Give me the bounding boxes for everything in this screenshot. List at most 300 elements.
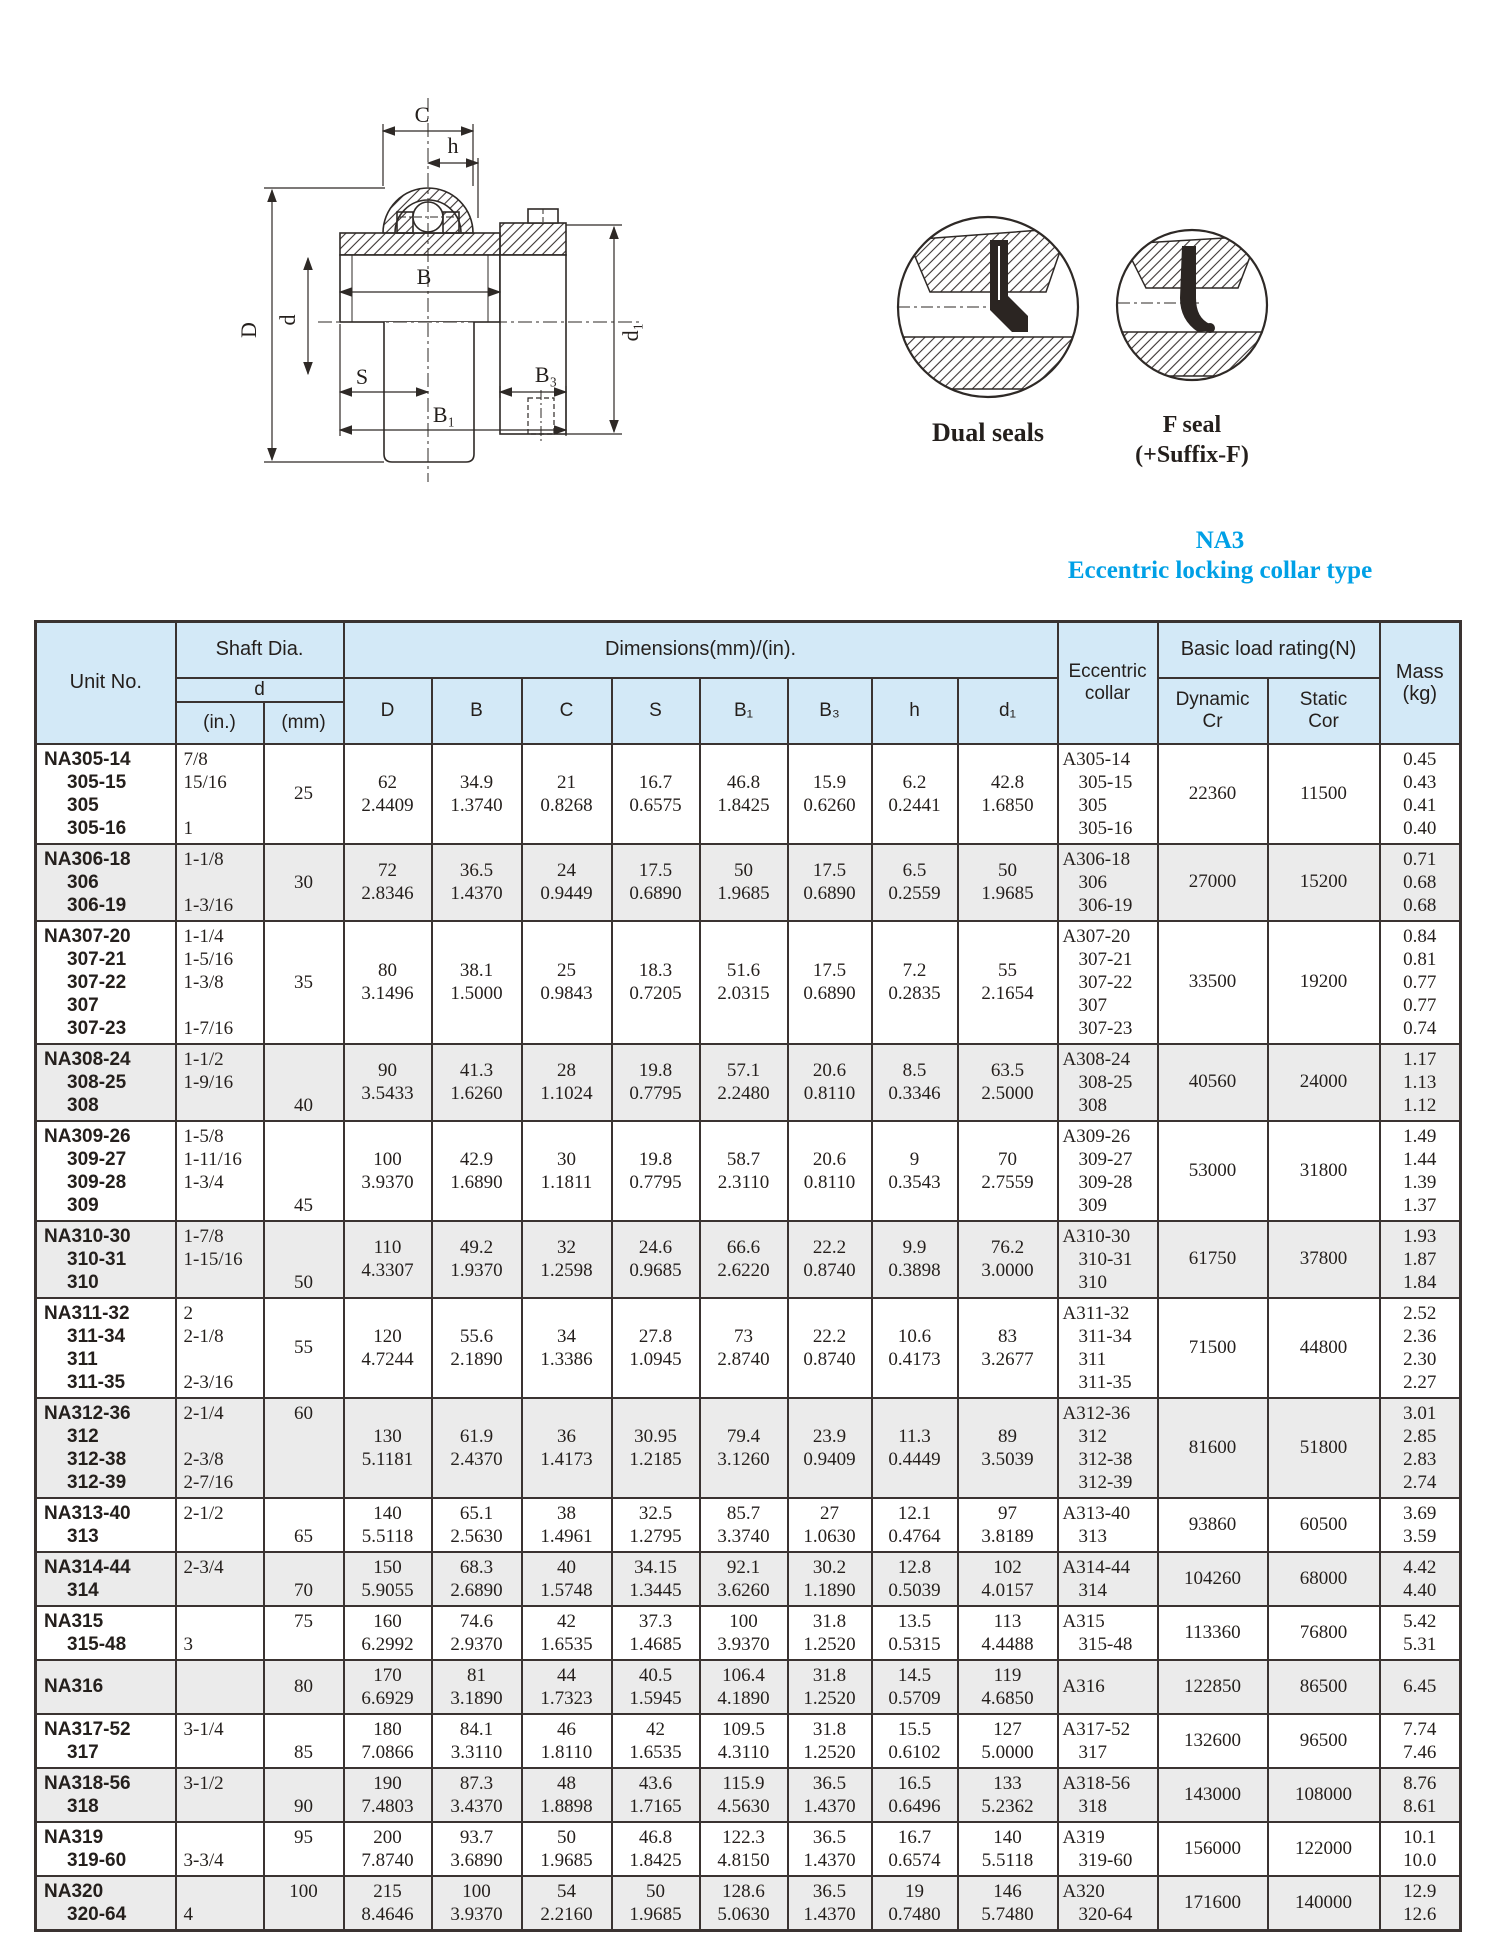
- mass-cell-line: 0.84: [1403, 925, 1437, 947]
- dim-cell-B: 41.3 1.6260: [432, 1044, 522, 1121]
- dim-cell-B3: 36.5 1.4370: [788, 1822, 872, 1876]
- unit-no-cell-line: 308: [67, 1094, 99, 1116]
- eccentric-collar-cell: [1058, 1822, 1158, 1876]
- dim-cell-B: 34.9 1.3740: [432, 744, 522, 844]
- dim-label-D: D: [236, 322, 261, 338]
- shaft-dia-in-cell-line: 1-15/16: [183, 1248, 243, 1270]
- shaft-dia-mm-cell: 95: [264, 1822, 344, 1876]
- dim-cell-B: 42.9 1.6890: [432, 1121, 522, 1221]
- dim-cell-B1: 85.7 3.3740: [700, 1498, 788, 1552]
- dim-cell-D: 215 8.4646: [344, 1876, 432, 1931]
- dim-cell-d1: 76.2 3.0000: [958, 1221, 1058, 1298]
- eccentric-collar-cell-line: A305-14: [1062, 748, 1131, 770]
- dim-cell-B1: 58.7 2.3110: [700, 1121, 788, 1221]
- unit-no-cell-line: 317: [67, 1741, 99, 1763]
- dynamic-cr-cell: 22360: [1158, 744, 1268, 844]
- dim-cell-h: 16.5 0.6496: [872, 1768, 958, 1822]
- series-name: NA3: [1195, 527, 1245, 554]
- shaft-dia-in-cell: [176, 1714, 264, 1768]
- unit-no-cell: [36, 744, 176, 844]
- mass-cell: [1380, 1221, 1461, 1298]
- col-header-mass: [1380, 622, 1461, 744]
- static-cor-cell: 51800: [1268, 1398, 1380, 1498]
- table-row: [36, 1221, 1461, 1298]
- unit-no-cell: [36, 1552, 176, 1606]
- eccentric-collar-cell-line: 309-28: [1078, 1171, 1133, 1193]
- mass-cell-line: 0.45: [1403, 748, 1437, 770]
- eccentric-collar-cell: [1058, 921, 1158, 1044]
- shaft-dia-in-cell-line: [177, 871, 263, 894]
- shaft-dia-in-cell-line: 1-7/8: [183, 1225, 224, 1247]
- static-cor-cell: 86500: [1268, 1660, 1380, 1714]
- mass-cell: [1380, 921, 1461, 1044]
- eccentric-collar-cell-line: A309-26: [1062, 1125, 1131, 1147]
- shaft-dia-mm-cell: 25: [264, 744, 344, 844]
- eccentric-collar-cell-line: 320-64: [1078, 1903, 1133, 1925]
- unit-no-cell-line: NA307-20: [44, 925, 131, 947]
- unit-no-cell-line: NA317-52: [44, 1718, 131, 1740]
- eccentric-collar-cell-line: A315: [1062, 1610, 1105, 1632]
- table-row: [36, 1714, 1461, 1768]
- eccentric-collar-cell-line: 311-34: [1078, 1325, 1132, 1347]
- eccentric-collar-cell-line: 305-16: [1078, 817, 1133, 839]
- eccentric-collar-cell-line: A319: [1062, 1826, 1105, 1848]
- shaft-dia-in-cell: [176, 1498, 264, 1552]
- mass-cell-line: 1.37: [1403, 1194, 1437, 1216]
- shaft-dia-in-cell-line: [177, 1675, 263, 1698]
- static-cor-cell: 60500: [1268, 1498, 1380, 1552]
- unit-no-cell-line: NA313-40: [44, 1502, 131, 1524]
- dim-cell-C: 32 1.2598: [522, 1221, 612, 1298]
- table-row: [36, 921, 1461, 1044]
- dim-cell-C: 38 1.4961: [522, 1498, 612, 1552]
- shaft-dia-in-cell-line: 1-1/8: [183, 848, 224, 870]
- main-bearing-section: [318, 98, 642, 482]
- eccentric-collar-cell-line: 312-39: [1078, 1471, 1133, 1493]
- col-header-static-cor: [1268, 678, 1380, 744]
- dim-cell-d1: 70 2.7559: [958, 1121, 1058, 1221]
- dim-cell-C: 28 1.1024: [522, 1044, 612, 1121]
- unit-no-cell-line: 311-35: [67, 1371, 126, 1393]
- unit-no-cell-line: NA312-36: [44, 1402, 131, 1424]
- dynamic-cr-cell: 156000: [1158, 1822, 1268, 1876]
- mass-cell-line: 1.93: [1403, 1225, 1437, 1247]
- dynamic-cr-cell: 40560: [1158, 1044, 1268, 1121]
- unit-no-cell-line: NA320: [44, 1880, 104, 1902]
- eccentric-collar-cell: [1058, 1044, 1158, 1121]
- mass-cell-line: 3.69: [1403, 1502, 1437, 1524]
- dim-cell-h: 6.2 0.2441: [872, 744, 958, 844]
- mass-cell-line: 10.0: [1403, 1849, 1437, 1871]
- unit-no-cell-line: 307-21: [67, 948, 127, 970]
- dim-cell-S: 34.15 1.3445: [612, 1552, 700, 1606]
- unit-no-cell-line: 307-23: [67, 1017, 127, 1039]
- dim-cell-D: 90 3.5433: [344, 1044, 432, 1121]
- dynamic-cr-cell: 143000: [1158, 1768, 1268, 1822]
- dim-cell-d1: 63.5 2.5000: [958, 1044, 1058, 1121]
- unit-no-cell-line: 312-39: [67, 1471, 127, 1493]
- shaft-dia-in-cell: [176, 1221, 264, 1298]
- mass-cell-line: 4.42: [1403, 1556, 1437, 1578]
- static-cor-cell: 15200: [1268, 844, 1380, 921]
- shaft-dia-in-cell: [176, 1044, 264, 1121]
- shaft-dia-mm-cell: 40: [264, 1044, 344, 1121]
- unit-no-cell: [36, 1121, 176, 1221]
- static-label-line1: Static: [1299, 688, 1348, 710]
- static-cor-cell: 68000: [1268, 1552, 1380, 1606]
- dim-cell-B1: 57.1 2.2480: [700, 1044, 788, 1121]
- mass-cell: [1380, 844, 1461, 921]
- dim-cell-S: 40.5 1.5945: [612, 1660, 700, 1714]
- dim-cell-d1: 89 3.5039: [958, 1398, 1058, 1498]
- shaft-dia-in-cell-line: 1-3/4: [183, 1171, 224, 1193]
- dim-cell-d1: 146 5.7480: [958, 1876, 1058, 1931]
- col-header-eccentric-collar: [1058, 622, 1158, 744]
- mass-cell-line: 0.68: [1403, 871, 1437, 893]
- unit-no-cell-line: 305-16: [67, 817, 127, 839]
- technical-drawing-area: [0, 0, 1497, 618]
- dim-cell-B: 65.1 2.5630: [432, 1498, 522, 1552]
- shaft-dia-in-cell: [176, 1121, 264, 1221]
- shaft-dia-in-cell-line: [177, 994, 263, 1017]
- dim-cell-B1: 100 3.9370: [700, 1606, 788, 1660]
- dim-cell-B1: 51.6 2.0315: [700, 921, 788, 1044]
- shaft-dia-in-cell-line: [177, 1826, 263, 1849]
- shaft-dia-in-cell-line: [177, 1425, 263, 1448]
- eccentric-collar-cell-line: A314-44: [1062, 1556, 1131, 1578]
- eccentric-collar-cell: [1058, 1768, 1158, 1822]
- dim-cell-S: 37.3 1.4685: [612, 1606, 700, 1660]
- unit-no-cell: [36, 1606, 176, 1660]
- col-header-d: d: [176, 678, 344, 702]
- unit-no-cell: [36, 1768, 176, 1822]
- shaft-dia-in-cell-line: 2-1/2: [183, 1502, 224, 1524]
- dim-cell-D: 170 6.6929: [344, 1660, 432, 1714]
- shaft-dia-in-cell: [176, 744, 264, 844]
- shaft-dia-in-cell-line: 1-1/4: [183, 925, 224, 947]
- dim-cell-C: 34 1.3386: [522, 1298, 612, 1398]
- dim-cell-d1: 102 4.0157: [958, 1552, 1058, 1606]
- static-cor-cell: 19200: [1268, 921, 1380, 1044]
- shaft-dia-mm-cell: 50: [264, 1221, 344, 1298]
- dynamic-cr-cell: 61750: [1158, 1221, 1268, 1298]
- unit-no-cell-line: NA318-56: [44, 1772, 131, 1794]
- static-cor-cell: 37800: [1268, 1221, 1380, 1298]
- eccentric-collar-cell-line: 313: [1078, 1525, 1108, 1547]
- unit-no-cell-line: 311-34: [67, 1325, 126, 1347]
- dim-cell-S: 43.6 1.7165: [612, 1768, 700, 1822]
- table-row: [36, 1876, 1461, 1931]
- dim-cell-h: 6.5 0.2559: [872, 844, 958, 921]
- dim-cell-C: 40 1.5748: [522, 1552, 612, 1606]
- dim-label-B1: B₁: [432, 402, 456, 427]
- eccentric-collar-cell: [1058, 1876, 1158, 1931]
- dim-cell-C: 42 1.6535: [522, 1606, 612, 1660]
- shaft-dia-mm-cell: 45: [264, 1121, 344, 1221]
- unit-no-cell: [36, 1822, 176, 1876]
- table-header: [36, 622, 1461, 744]
- dim-cell-D: 140 5.5118: [344, 1498, 432, 1552]
- mass-cell-line: 1.49: [1403, 1125, 1437, 1147]
- dim-cell-C: 24 0.9449: [522, 844, 612, 921]
- dynamic-cr-cell: 171600: [1158, 1876, 1268, 1931]
- dim-label-d1: d₁: [618, 322, 643, 342]
- dim-cell-B3: 36.5 1.4370: [788, 1876, 872, 1931]
- dim-cell-B3: 17.5 0.6890: [788, 921, 872, 1044]
- mass-cell: [1380, 1298, 1461, 1398]
- col-header-basic-load: Basic load rating(N): [1158, 622, 1380, 678]
- unit-no-cell-line: 305-15: [67, 771, 127, 793]
- dim-cell-h: 12.1 0.4764: [872, 1498, 958, 1552]
- dim-cell-d1: 113 4.4488: [958, 1606, 1058, 1660]
- unit-no-cell: [36, 1221, 176, 1298]
- eccentric-collar-cell: [1058, 1121, 1158, 1221]
- dynamic-cr-cell: 53000: [1158, 1121, 1268, 1221]
- dim-cell-B3: 22.2 0.8740: [788, 1298, 872, 1398]
- dim-cell-B1: 106.4 4.1890: [700, 1660, 788, 1714]
- dim-cell-B: 68.3 2.6890: [432, 1552, 522, 1606]
- dim-cell-D: 190 7.4803: [344, 1768, 432, 1822]
- col-header-dynamic-cr: [1158, 678, 1268, 744]
- dim-cell-C: 44 1.7323: [522, 1660, 612, 1714]
- dim-cell-h: 12.8 0.5039: [872, 1552, 958, 1606]
- mass-cell-line: 3.01: [1403, 1402, 1437, 1424]
- eccentric-collar-cell-line: A318-56: [1062, 1772, 1131, 1794]
- static-cor-cell: 108000: [1268, 1768, 1380, 1822]
- eccentric-collar-cell-line: 308: [1078, 1094, 1108, 1116]
- eccentric-collar-cell-line: 309: [1078, 1194, 1108, 1216]
- dim-cell-S: 46.8 1.8425: [612, 1822, 700, 1876]
- dim-cell-B: 61.9 2.4370: [432, 1398, 522, 1498]
- mass-cell-line: 1.84: [1403, 1271, 1437, 1293]
- shaft-dia-in-cell-line: 3-1/4: [183, 1718, 224, 1740]
- eccentric-collar-cell-line: A316: [1062, 1676, 1105, 1697]
- unit-no-cell-line: NA316: [44, 1676, 104, 1697]
- table-row: [36, 1044, 1461, 1121]
- dim-cell-d1: 133 5.2362: [958, 1768, 1058, 1822]
- mass-cell-line: 2.52: [1403, 1302, 1437, 1324]
- mass-label-line1: Mass: [1395, 660, 1444, 683]
- shaft-dia-in-cell: [176, 921, 264, 1044]
- dim-cell-d1: 42.8 1.6850: [958, 744, 1058, 844]
- bearing-spec-table: [34, 620, 1462, 1932]
- static-cor-cell: 11500: [1268, 744, 1380, 844]
- mass-cell: [1380, 1876, 1461, 1931]
- unit-no-cell-line: 309-27: [67, 1148, 127, 1170]
- col-header-dim-h: h: [872, 678, 958, 744]
- shaft-dia-in-cell-line: 2-3/8: [183, 1448, 224, 1470]
- static-cor-cell: 96500: [1268, 1714, 1380, 1768]
- mass-cell-line: 1.13: [1403, 1071, 1437, 1093]
- dim-cell-D: 110 4.3307: [344, 1221, 432, 1298]
- shaft-dia-in-cell-line: [177, 1880, 263, 1903]
- mass-cell-line: 0.77: [1403, 971, 1437, 993]
- table-row: [36, 1298, 1461, 1398]
- dim-cell-h: 9.9 0.3898: [872, 1221, 958, 1298]
- mass-cell-line: 1.87: [1403, 1248, 1437, 1270]
- shaft-dia-in-cell: [176, 1876, 264, 1931]
- dim-cell-B: 55.6 2.1890: [432, 1298, 522, 1398]
- mass-cell-line: 0.43: [1403, 771, 1437, 793]
- dim-cell-D: 62 2.4409: [344, 744, 432, 844]
- mass-cell: [1380, 1498, 1461, 1552]
- eccentric-collar-cell: [1058, 1221, 1158, 1298]
- table-row: [36, 1822, 1461, 1876]
- unit-no-cell: [36, 1044, 176, 1121]
- shaft-dia-in-cell-line: [177, 794, 263, 817]
- mass-cell-line: 0.77: [1403, 994, 1437, 1016]
- mass-cell-line: 3.59: [1403, 1525, 1437, 1547]
- dim-cell-d1: 119 4.6850: [958, 1660, 1058, 1714]
- shaft-dia-in-cell: [176, 1398, 264, 1498]
- dim-cell-C: 36 1.4173: [522, 1398, 612, 1498]
- dim-cell-B1: 79.4 3.1260: [700, 1398, 788, 1498]
- shaft-dia-in-cell-line: [177, 1610, 263, 1633]
- table-row: [36, 1660, 1461, 1714]
- static-cor-cell: 44800: [1268, 1298, 1380, 1398]
- mass-cell-line: 6.45: [1403, 1676, 1437, 1697]
- mass-cell-line: 2.30: [1403, 1348, 1437, 1370]
- mass-cell-line: 0.68: [1403, 894, 1437, 916]
- mass-cell: [1380, 1714, 1461, 1768]
- mass-cell-line: 0.81: [1403, 948, 1437, 970]
- dim-cell-h: 11.3 0.4449: [872, 1398, 958, 1498]
- dynamic-label-line1: Dynamic: [1175, 688, 1250, 710]
- eccentric-collar-cell-line: 307-22: [1078, 971, 1133, 993]
- mass-cell-line: 0.71: [1403, 848, 1437, 870]
- dim-cell-D: 150 5.9055: [344, 1552, 432, 1606]
- eccentric-collar-cell-line: 317: [1078, 1741, 1108, 1763]
- unit-no-cell-line: NA315: [44, 1610, 104, 1632]
- dim-cell-B3: 22.2 0.8740: [788, 1221, 872, 1298]
- mass-cell-line: 2.83: [1403, 1448, 1437, 1470]
- shaft-dia-in-cell-line: 2-1/4: [183, 1402, 224, 1424]
- col-header-dim-B1: B₁: [700, 678, 788, 744]
- unit-no-cell: [36, 844, 176, 921]
- shaft-dia-mm-cell: 80: [264, 1660, 344, 1714]
- unit-no-cell-line: 307: [67, 994, 99, 1016]
- shaft-dia-in-cell-line: 2: [183, 1302, 193, 1324]
- table-row: [36, 1498, 1461, 1552]
- dim-cell-d1: 55 2.1654: [958, 921, 1058, 1044]
- unit-no-cell-line: 306-19: [67, 894, 127, 916]
- shaft-dia-in-cell: [176, 844, 264, 921]
- eccentric-collar-cell-line: 312: [1078, 1425, 1108, 1447]
- mass-cell: [1380, 1606, 1461, 1660]
- shaft-dia-in-cell: [176, 1822, 264, 1876]
- dim-label-C: C: [414, 102, 430, 127]
- shaft-dia-in-cell-line: 1-11/16: [183, 1148, 242, 1170]
- shaft-dia-in-cell-line: 2-3/4: [183, 1556, 224, 1578]
- dim-cell-S: 18.3 0.7205: [612, 921, 700, 1044]
- series-title: [990, 526, 1450, 586]
- eccentric-collar-label-line2: collar: [1084, 682, 1131, 704]
- spec-table-wrap: [34, 620, 1461, 1932]
- shaft-dia-in-cell-line: 15/16: [183, 771, 227, 793]
- eccentric-collar-cell-line: A313-40: [1062, 1502, 1131, 1524]
- dim-cell-B: 100 3.9370: [432, 1876, 522, 1931]
- shaft-dia-in-cell: [176, 1606, 264, 1660]
- dim-cell-B: 93.7 3.6890: [432, 1822, 522, 1876]
- col-header-dim-d1: d₁: [958, 678, 1058, 744]
- eccentric-collar-cell-line: 308-25: [1078, 1071, 1133, 1093]
- dim-cell-d1: 97 3.8189: [958, 1498, 1058, 1552]
- eccentric-collar-cell-line: 305-15: [1078, 771, 1133, 793]
- dim-cell-B1: 115.9 4.5630: [700, 1768, 788, 1822]
- static-cor-cell: 76800: [1268, 1606, 1380, 1660]
- f-seal-caption: F seal: [1162, 412, 1222, 438]
- dim-cell-B1: 66.6 2.6220: [700, 1221, 788, 1298]
- eccentric-collar-cell-line: 306-19: [1078, 894, 1133, 916]
- eccentric-collar-cell: [1058, 1398, 1158, 1498]
- shaft-dia-mm-cell: 85: [264, 1714, 344, 1768]
- dim-cell-S: 16.7 0.6575: [612, 744, 700, 844]
- mass-cell-line: 5.42: [1403, 1610, 1437, 1632]
- dim-cell-D: 72 2.8346: [344, 844, 432, 921]
- dynamic-cr-cell: 113360: [1158, 1606, 1268, 1660]
- unit-no-cell-line: NA310-30: [44, 1225, 131, 1247]
- shaft-dia-in-cell-line: 2-3/16: [183, 1371, 234, 1393]
- dim-cell-S: 42 1.6535: [612, 1714, 700, 1768]
- dim-cell-B3: 31.8 1.2520: [788, 1606, 872, 1660]
- mass-cell: [1380, 1398, 1461, 1498]
- dim-cell-S: 19.8 0.7795: [612, 1121, 700, 1221]
- unit-no-cell: [36, 1298, 176, 1398]
- table-row: [36, 844, 1461, 921]
- mass-cell-line: 8.76: [1403, 1772, 1437, 1794]
- eccentric-collar-cell-line: 311-35: [1078, 1371, 1132, 1393]
- shaft-dia-in-cell: [176, 1298, 264, 1398]
- dim-cell-d1: 127 5.0000: [958, 1714, 1058, 1768]
- dim-cell-h: 19 0.7480: [872, 1876, 958, 1931]
- mass-cell-line: 1.44: [1403, 1148, 1437, 1170]
- col-header-shaft-dia: Shaft Dia.: [176, 622, 344, 678]
- eccentric-collar-cell: [1058, 1660, 1158, 1714]
- dynamic-cr-cell: 122850: [1158, 1660, 1268, 1714]
- dim-label-B3: B₃: [534, 362, 558, 387]
- dynamic-cr-cell: 71500: [1158, 1298, 1268, 1398]
- table-body: [36, 744, 1461, 1931]
- dim-cell-h: 14.5 0.5709: [872, 1660, 958, 1714]
- dim-cell-B3: 31.8 1.2520: [788, 1714, 872, 1768]
- shaft-dia-in-cell-line: 7/8: [183, 748, 208, 770]
- dim-cell-h: 7.2 0.2835: [872, 921, 958, 1044]
- col-header-dim-C: C: [522, 678, 612, 744]
- dual-seals-caption: Dual seals: [932, 418, 1044, 447]
- dynamic-label-line2: Cr: [1202, 710, 1223, 732]
- unit-no-cell-line: NA314-44: [44, 1556, 131, 1578]
- shaft-dia-mm-cell: 55: [264, 1298, 344, 1398]
- dim-cell-B3: 20.6 0.8110: [788, 1044, 872, 1121]
- static-cor-cell: 24000: [1268, 1044, 1380, 1121]
- dim-cell-D: 130 5.1181: [344, 1398, 432, 1498]
- dim-cell-B1: 122.3 4.8150: [700, 1822, 788, 1876]
- unit-no-cell-line: 315-48: [67, 1633, 127, 1655]
- shaft-dia-in-cell-line: [177, 1348, 263, 1371]
- unit-no-cell-line: NA309-26: [44, 1125, 131, 1147]
- dim-cell-D: 100 3.9370: [344, 1121, 432, 1221]
- shaft-dia-in-cell-line: 2-7/16: [183, 1471, 234, 1493]
- dim-cell-S: 32.5 1.2795: [612, 1498, 700, 1552]
- dim-cell-B1: 73 2.8740: [700, 1298, 788, 1398]
- mass-label-line2: (kg): [1402, 682, 1437, 705]
- col-header-unit-no: Unit No.: [36, 622, 176, 744]
- unit-no-cell-line: NA305-14: [44, 748, 131, 770]
- dim-cell-B1: 50 1.9685: [700, 844, 788, 921]
- mass-cell-line: 0.41: [1403, 794, 1437, 816]
- dim-label-S: S: [355, 364, 369, 389]
- unit-no-cell-line: 319-60: [67, 1849, 127, 1871]
